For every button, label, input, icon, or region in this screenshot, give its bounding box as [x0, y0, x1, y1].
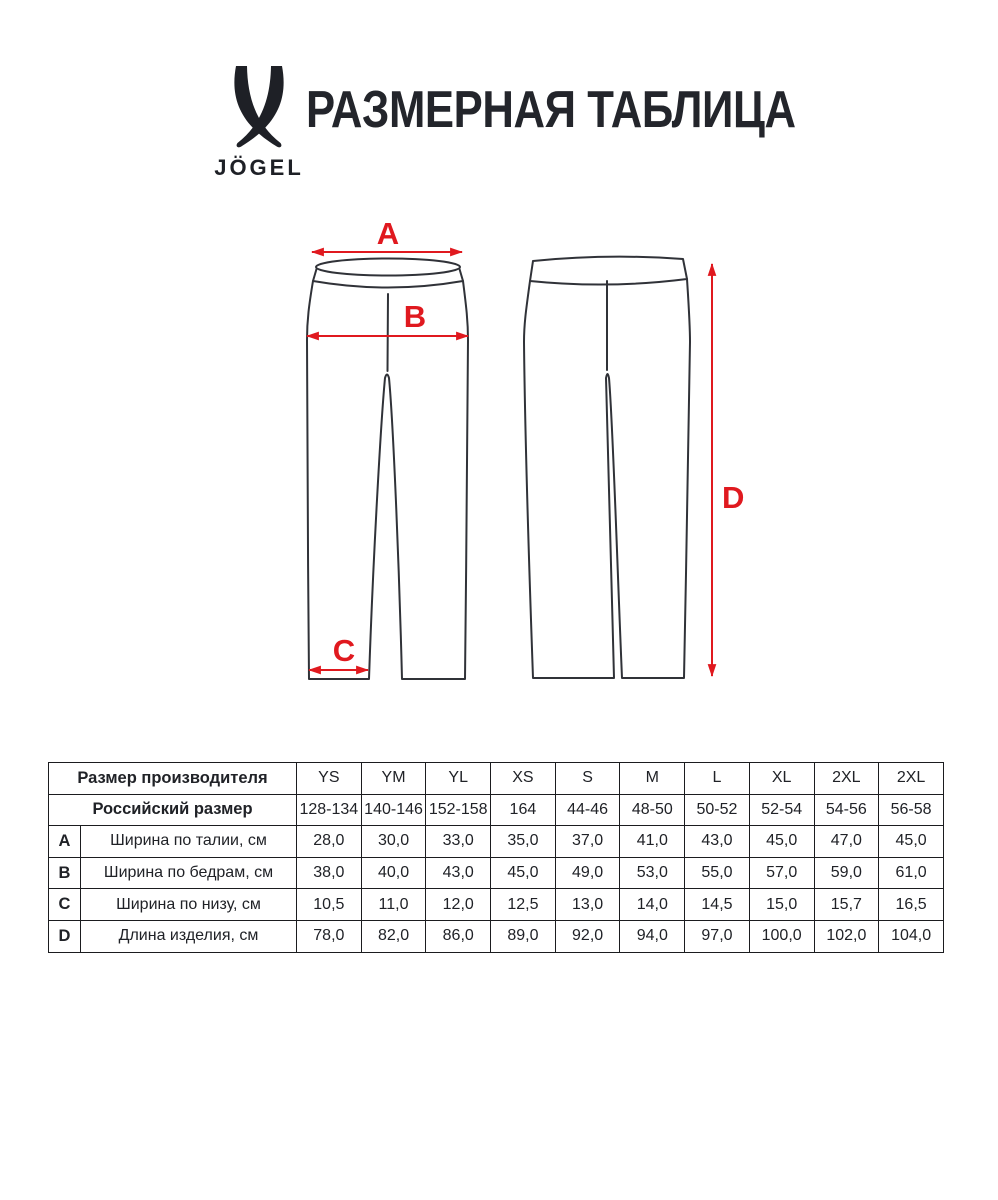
- ru-size-cell: 50-52: [685, 794, 750, 826]
- value-cell: 12,0: [426, 889, 491, 921]
- value-cell: 40,0: [361, 857, 426, 889]
- ru-size-cell: 56-58: [879, 794, 944, 826]
- size-table-body: [49, 763, 944, 953]
- header-row-label: Размер производителя: [49, 763, 297, 795]
- pants-back-sketch: [524, 257, 690, 678]
- measure-letter-cell: B: [49, 857, 81, 889]
- measure-row: [49, 920, 944, 952]
- value-cell: 12,5: [491, 889, 556, 921]
- size-code-cell: YM: [361, 763, 426, 795]
- header-row: [49, 794, 944, 826]
- size-code-cell: L: [685, 763, 750, 795]
- header-row: [49, 763, 944, 795]
- size-code-cell: XS: [491, 763, 556, 795]
- size-code-cell: 2XL: [814, 763, 879, 795]
- size-code-cell: YS: [297, 763, 362, 795]
- value-cell: 49,0: [555, 857, 620, 889]
- value-cell: 59,0: [814, 857, 879, 889]
- value-cell: 10,5: [297, 889, 362, 921]
- value-cell: 37,0: [555, 826, 620, 858]
- measure-name-cell: Ширина по низу, см: [81, 889, 297, 921]
- ru-size-cell: 44-46: [555, 794, 620, 826]
- brand-wordmark: JÖGEL: [214, 155, 304, 180]
- measure-name-cell: Ширина по талии, см: [81, 826, 297, 858]
- pants-measurement-diagram: [295, 218, 770, 693]
- value-cell: 55,0: [685, 857, 750, 889]
- value-cell: 92,0: [555, 920, 620, 952]
- brand-logo: [209, 66, 309, 181]
- size-code-cell: S: [555, 763, 620, 795]
- dim-label-d: D: [722, 480, 745, 515]
- ru-size-cell: 54-56: [814, 794, 879, 826]
- measure-letter-cell: A: [49, 826, 81, 858]
- value-cell: 100,0: [749, 920, 814, 952]
- jogel-logo-icon: [221, 66, 297, 152]
- value-cell: 45,0: [749, 826, 814, 858]
- measure-row: [49, 889, 944, 921]
- value-cell: 28,0: [297, 826, 362, 858]
- value-cell: 104,0: [879, 920, 944, 952]
- value-cell: 41,0: [620, 826, 685, 858]
- dim-label-a: A: [376, 218, 400, 251]
- value-cell: 33,0: [426, 826, 491, 858]
- size-code-cell: XL: [749, 763, 814, 795]
- value-cell: 15,7: [814, 889, 879, 921]
- pants-front-sketch: [307, 259, 468, 680]
- value-cell: 11,0: [361, 889, 426, 921]
- dim-label-b: B: [403, 299, 427, 334]
- value-cell: 86,0: [426, 920, 491, 952]
- value-cell: 61,0: [879, 857, 944, 889]
- value-cell: 38,0: [297, 857, 362, 889]
- ru-size-cell: 128-134: [297, 794, 362, 826]
- header-row-label: Российский размер: [49, 794, 297, 826]
- value-cell: 102,0: [814, 920, 879, 952]
- value-cell: 43,0: [685, 826, 750, 858]
- measure-row: [49, 826, 944, 858]
- dim-label-c: C: [332, 633, 356, 668]
- value-cell: 14,5: [685, 889, 750, 921]
- measure-letter-cell: D: [49, 920, 81, 952]
- value-cell: 57,0: [749, 857, 814, 889]
- ru-size-cell: 152-158: [426, 794, 491, 826]
- ru-size-cell: 52-54: [749, 794, 814, 826]
- size-table: [48, 762, 944, 953]
- measure-row: [49, 857, 944, 889]
- value-cell: 16,5: [879, 889, 944, 921]
- value-cell: 13,0: [555, 889, 620, 921]
- value-cell: 45,0: [879, 826, 944, 858]
- value-cell: 82,0: [361, 920, 426, 952]
- value-cell: 30,0: [361, 826, 426, 858]
- value-cell: 53,0: [620, 857, 685, 889]
- size-code-cell: M: [620, 763, 685, 795]
- value-cell: 94,0: [620, 920, 685, 952]
- ru-size-cell: 48-50: [620, 794, 685, 826]
- ru-size-cell: 140-146: [361, 794, 426, 826]
- value-cell: 14,0: [620, 889, 685, 921]
- value-cell: 35,0: [491, 826, 556, 858]
- ru-size-cell: 164: [491, 794, 556, 826]
- measure-name-cell: Длина изделия, см: [81, 920, 297, 952]
- size-code-cell: YL: [426, 763, 491, 795]
- value-cell: 78,0: [297, 920, 362, 952]
- measure-letter-cell: C: [49, 889, 81, 921]
- value-cell: 43,0: [426, 857, 491, 889]
- value-cell: 89,0: [491, 920, 556, 952]
- measure-name-cell: Ширина по бедрам, см: [81, 857, 297, 889]
- value-cell: 45,0: [491, 857, 556, 889]
- value-cell: 47,0: [814, 826, 879, 858]
- value-cell: 15,0: [749, 889, 814, 921]
- page-title: РАЗМЕРНАЯ ТАБЛИЦА: [306, 81, 796, 139]
- value-cell: 97,0: [685, 920, 750, 952]
- size-code-cell: 2XL: [879, 763, 944, 795]
